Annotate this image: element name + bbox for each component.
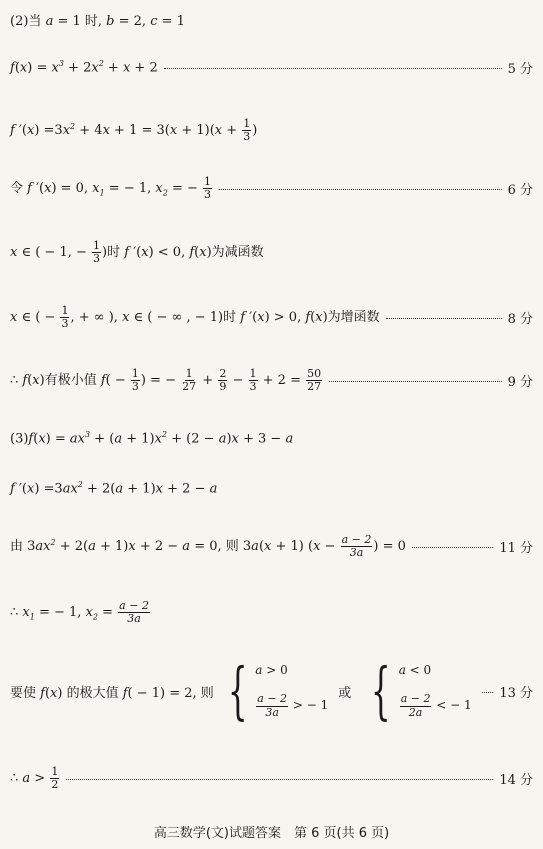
line-factorization: 由 $3ax^2 + 2(a + 1)x + 2 - a = 0$, 则 3a(x + 1) (x − $\frac{a - 2}{3a}$ ) = 0 11 分 (10, 533, 533, 560)
score-5: 5 分 (507, 62, 533, 77)
line-case-3-derivative: f $'(x) =3ax^2 + 2(a + 1)x + 2 - a$ (10, 480, 218, 497)
leader-dots (482, 692, 494, 693)
line-maximum-condition: 要使 f(x) 的极大值 f( − 1) = 2, 则 { a > 0 $\frac{a - 2}{3a}$ > − 1 或 { a < 0 $\frac{a - 2}{2a}$ < − 1 13 分 (10, 654, 533, 727)
score-9: 9 分 (507, 375, 533, 391)
line-critical-points: 令 f ′(x) = 0, $x_1$ = − 1, $x_2$ = − $\frac{1}{3}$ 6 分 (10, 175, 533, 202)
line-case-2-given: (2)当 a = 1 时, b = 2, c = 1 (10, 14, 185, 29)
leader-dots (386, 318, 502, 319)
line-increasing: x ∈ ( − $\frac{1}{3}$ , + ∞ ), x ∈ ( − ∞ , − 1)时 f ′(x) > 0, f(x)为增函数 8 分 (10, 304, 533, 331)
line-conclusion: ∴ a > $\frac{1}{2}$ 14 分 (10, 765, 533, 792)
leader-dots (329, 381, 501, 382)
score-8: 8 分 (507, 312, 533, 328)
leader-dots (164, 68, 502, 69)
page-footer: 高三数学(文)试题答案 第 6 页(共 6 页) (153, 826, 390, 841)
leader-dots (66, 779, 493, 780)
or-label: 或 (338, 685, 352, 701)
case-system-2: { a < 0 $\frac{a - 2}{2a}$ < − 1 (371, 654, 472, 727)
score-6: 6 分 (507, 183, 533, 199)
line-roots: ∴ $x_1$ = − 1, $x_2$ = $\frac{a - 2}{3a}$ (10, 599, 149, 626)
line-derivative: f $'(x) =3x^2 + 4x + 1 = 3(x + 1)(x$ + $\frac{1}{3}$ ) (10, 117, 258, 144)
line-minimum: ∴ f(x)有极小值 f( − $\frac{1}{3}$ ) = − $\frac{1}{27}$ + $\frac{2}{9}$ − $\frac{1}{3}$ + 2 = $\frac{50}{27}$ 9 分 (10, 367, 533, 394)
leader-dots (219, 189, 502, 190)
score-11: 11 分 (499, 541, 533, 557)
line-f-definition: $f(x) = x^3 + 2x^2 + x + 2$ 5 分 (10, 59, 533, 77)
leader-dots (412, 547, 493, 548)
score-13: 13 分 (499, 685, 533, 701)
line-case-3-function: $(3)f(x) = ax^3 + (a + 1)x^2 + (2 - a)x + 3 - a$ (10, 430, 294, 447)
line-decreasing: x ∈ ( − 1, − $\frac{1}{3}$ )时 f ′(x) < 0, f(x)为减函数 (10, 239, 264, 266)
score-14: 14 分 (499, 773, 533, 789)
case-system-1: { a > 0 $\frac{a - 2}{3a}$ > − 1 (227, 654, 329, 727)
